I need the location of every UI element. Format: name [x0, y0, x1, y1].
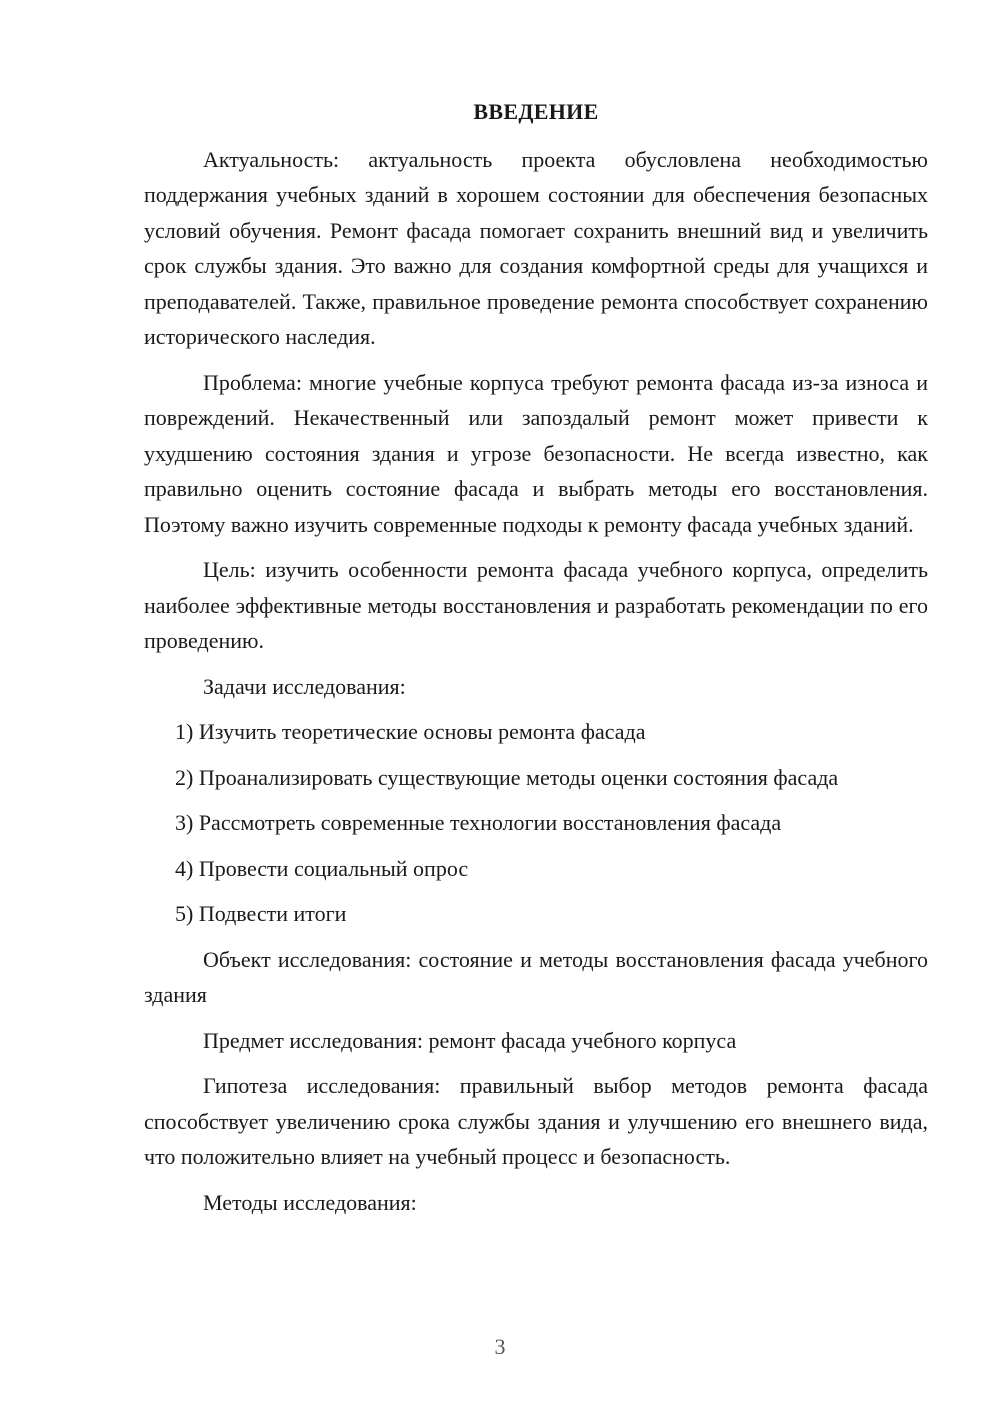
subject-paragraph: Предмет исследования: ремонт фасада учебного корпуса — [203, 1027, 737, 1053]
tasks-list — [144, 714, 928, 932]
object-paragraph: Объект исследования: состояние и методы восстановления фасада учебного здания — [144, 946, 928, 1007]
list-item: 3) Рассмотреть современные технологии восстановления фасада — [175, 810, 782, 835]
methods-heading: Методы исследования: — [203, 1189, 417, 1215]
page-title: ВВЕДЕНИЕ — [473, 99, 599, 124]
page-number: 3 — [494, 1334, 506, 1359]
tasks-heading: Задачи исследования: — [203, 673, 406, 699]
list-item: 4) Провести социальный опрос — [175, 855, 469, 881]
list-item: 5) Подвести итоги — [175, 901, 347, 926]
hypothesis-paragraph: Гипотеза исследования: правильный выбор методов ремонта фасада способствует увеличению срока службы здания и улучшению его внешнего вида, что положительно влияет на учебный процесс и безопасность. — [144, 1073, 928, 1169]
goal-paragraph: Цель: изучить особенности ремонта фасада учебного корпуса, определить наиболее эффективные методы восстановления и разработать рекомендации по его проведению. — [144, 557, 928, 653]
document-page — [144, 94, 928, 1230]
relevance-paragraph: Актуальность: актуальность проекта обусловлена необходимостью поддержания учебных зданий в хорошем состоянии для обеспечения безопасных условий обучения. Ремонт фасада помогает сохранить внешний вид и увеличить срок службы здания. Это важно для создания комфортной среды для учащихся и преподавателей. Также, правильное проведение ремонта способствует сохранению исторического наследия. — [144, 146, 928, 349]
problem-paragraph: Проблема: многие учебные корпуса требуют ремонта фасада из-за износа и повреждений. Некачественный или запоздалый ремонт может привести к ухудшению состояния здания и угрозе безопасности. Не всегда известно, как правильно оценить состояние фасада и выбрать методы его восстановления. Поэтому важно изучить современные подходы к ремонту фасада учебных зданий. — [144, 369, 928, 537]
list-item: 1) Изучить теоретические основы ремонта фасада — [175, 719, 646, 744]
list-item: 2) Проанализировать существующие методы оценки состояния фасада — [175, 764, 839, 790]
